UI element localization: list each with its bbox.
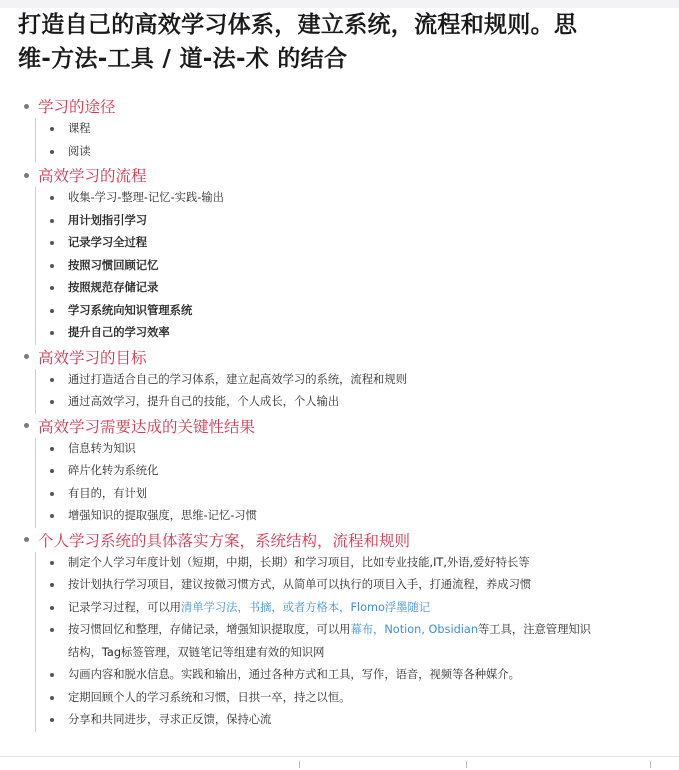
list-item-text: 收集-学习-整理-记忆-实践-输出 <box>68 191 224 204</box>
list-item[interactable] <box>36 232 668 255</box>
outline-section-key-results <box>18 414 668 528</box>
outline-node[interactable] <box>18 414 668 438</box>
list-item[interactable] <box>36 709 668 732</box>
divider-tick <box>650 761 651 768</box>
outline-bullet[interactable] <box>50 561 54 565</box>
list-item-text: 提升自己的学习效率 <box>68 326 170 339</box>
outline-bullet[interactable] <box>50 331 54 335</box>
list-item[interactable] <box>36 322 668 345</box>
section-title: 学习的途径 <box>38 98 116 116</box>
outline-bullet[interactable] <box>50 514 54 518</box>
outline-bullet[interactable] <box>50 378 54 382</box>
list-item-text <box>68 619 598 664</box>
list-item-text: 课程 <box>68 122 91 135</box>
list-item[interactable] <box>36 574 668 597</box>
item-suffix: 等工具，注意管理知识结构，Tag标签管理，双链笔记等组建有效的知识网 <box>68 623 591 659</box>
section-title: 高效学习需要达成的关键性结果 <box>38 417 256 436</box>
divider-tick <box>466 761 467 768</box>
list-item-text: 分享和共同进步，寻求正反馈，保持心流 <box>68 713 272 726</box>
list-item[interactable] <box>36 597 668 620</box>
section-title: 高效学习的流程 <box>38 167 147 185</box>
list-item[interactable] <box>36 300 668 323</box>
outline-bullet[interactable] <box>50 309 54 313</box>
outline-bullet[interactable] <box>50 628 54 632</box>
list-item[interactable] <box>36 277 668 300</box>
outline-node[interactable] <box>18 94 668 118</box>
list-item-text: 定期回顾个人的学习系统和习惯，日拱一卒，持之以恒。 <box>68 690 351 704</box>
outline-bullet[interactable] <box>50 718 54 722</box>
outline-bullet[interactable] <box>50 219 54 223</box>
bottom-status-bar <box>0 756 679 770</box>
outline-section-goals <box>18 345 668 414</box>
tools-link[interactable]: 清单学习法，书摘，或者方格本，Flomo浮墨随记 <box>180 600 431 614</box>
outline-bullet[interactable] <box>50 469 54 473</box>
list-item-text: 按照习惯回顾记忆 <box>68 258 159 272</box>
list-item-text: 通过打造适合自己的学习体系，建立起高效学习的系统，流程和规则 <box>68 372 407 386</box>
item-prefix: 按习惯回忆和整理，存储记录，增强知识提取度，可以用 <box>68 623 351 636</box>
outline-bullet[interactable] <box>50 286 54 290</box>
tools-link[interactable]: 幕布，Notion, Obsidian <box>350 623 478 636</box>
list-item-text: 增强知识的提取强度，思维-记忆-习惯 <box>68 509 257 522</box>
outline-bullet[interactable] <box>50 583 54 587</box>
outline-bullet[interactable] <box>50 241 54 245</box>
list-item[interactable] <box>36 369 668 392</box>
list-item[interactable] <box>36 619 668 664</box>
section-title: 高效学习的目标 <box>38 348 147 367</box>
outline-bullet[interactable] <box>50 400 54 404</box>
list-item[interactable] <box>36 391 668 414</box>
list-item-text: 记录学习全过程 <box>68 236 148 249</box>
list-item-text: 按计划执行学习项目，建议按微习惯方式，从简单可以执行的项目入手，打通流程，养成习惯 <box>68 578 532 591</box>
outline-section-process <box>18 163 668 345</box>
outline-bullet[interactable] <box>24 104 29 109</box>
outline-node[interactable] <box>18 163 668 187</box>
list-item-text <box>68 597 430 620</box>
outline-bullet[interactable] <box>50 492 54 496</box>
document-body <box>18 8 668 732</box>
list-item-text: 勾画内容和脱水信息。实践和输出，通过各种方式和工具，写作，语音，视频等各种媒介。 <box>68 668 520 681</box>
outline-bullet[interactable] <box>50 127 54 131</box>
outline-node[interactable] <box>18 528 668 552</box>
outline-bullet[interactable] <box>50 196 54 200</box>
divider-tick <box>299 761 300 768</box>
outline-bullet[interactable] <box>24 354 29 359</box>
list-item[interactable] <box>36 118 668 141</box>
list-item[interactable] <box>36 664 668 687</box>
top-toolbar-strip <box>0 0 679 8</box>
sub-list <box>35 187 668 345</box>
outline-bullet[interactable] <box>50 264 54 268</box>
sub-list <box>35 369 668 414</box>
outline-bullet[interactable] <box>50 150 54 154</box>
list-item[interactable] <box>36 687 668 710</box>
outline-bullet[interactable] <box>24 423 29 428</box>
list-item-text: 用计划指引学习 <box>68 213 148 227</box>
outline-bullet[interactable] <box>50 447 54 451</box>
sub-list <box>35 552 668 732</box>
outline-section-plan <box>18 528 668 732</box>
outline-bullet[interactable] <box>24 537 29 542</box>
list-item-text: 阅读 <box>68 144 91 158</box>
list-item[interactable] <box>36 438 668 461</box>
outline-bullet[interactable] <box>24 173 29 178</box>
list-item-text: 信息转为知识 <box>68 441 136 455</box>
page-title: 打造自己的高效学习体系，建立系统，流程和规则。思维-方法-工具 / 道-法-术 的结合 <box>18 12 578 72</box>
outline-node[interactable] <box>18 345 668 369</box>
sub-list <box>35 438 668 528</box>
list-item-text: 通过高效学习，提升自己的技能，个人成长，个人输出 <box>68 395 340 408</box>
list-item[interactable] <box>36 210 668 233</box>
outline-bullet[interactable] <box>50 673 54 677</box>
outline-bullet[interactable] <box>50 606 54 610</box>
list-item-text: 碎片化转为系统化 <box>68 464 159 477</box>
list-item[interactable] <box>36 255 668 278</box>
outline-bullet[interactable] <box>50 696 54 700</box>
list-item-text: 按照规范存储记录 <box>68 281 159 294</box>
outline-section-paths <box>18 94 668 163</box>
list-item-text: 制定个人学习年度计划（短期，中期，长期）和学习项目，比如专业技能,IT,外语,爱好特长等 <box>68 555 530 569</box>
list-item[interactable] <box>36 505 668 528</box>
list-item-text: 学习系统向知识管理系统 <box>68 303 193 317</box>
item-prefix: 记录学习过程，可以用 <box>68 600 181 614</box>
list-item[interactable] <box>36 483 668 506</box>
list-item[interactable] <box>36 460 668 483</box>
section-title: 个人学习系统的具体落实方案，系统结构，流程和规则 <box>38 531 411 550</box>
sub-list <box>35 118 668 163</box>
list-item[interactable] <box>36 187 668 210</box>
list-item[interactable] <box>36 552 668 575</box>
list-item-text: 有目的，有计划 <box>68 486 148 500</box>
list-item[interactable] <box>36 141 668 164</box>
